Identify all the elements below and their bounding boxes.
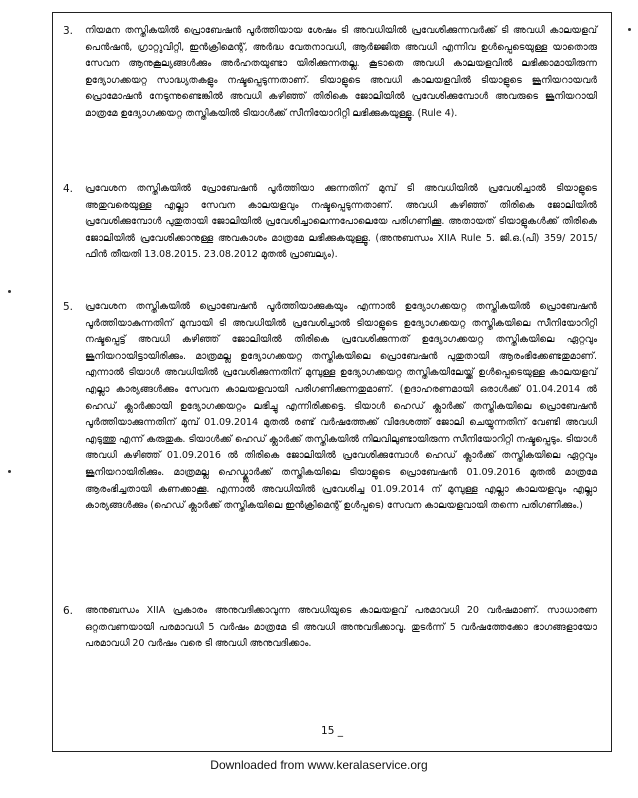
item-number: 5. — [63, 301, 74, 313]
item-number: 6. — [63, 605, 74, 617]
list-item — [63, 181, 597, 264]
item-text: പ്രവേശന തസ്തികയിൽ പ്രോബേഷൻ പൂർത്തിയാ ക്കുന്നതിന് മുമ്പ് ടി അവധിയിൽ പ്രവേശിച്ചാൽ ടിയാളുടെ അതുവരെയുള്ള എല്ലാ സേവന കാലയളവും നഷ്ടപ്പെടുന്നതാണ്. അവധി കഴിഞ്ഞ് തിരികെ ജോലിയിൽ പ്രവേശിക്കുമ്പോൾ പുതുതായി ജോലിയിൽ പ്രവേശിച്ചാലെന്നപോലെയേ പരിഗണിക്കൂ. അതായത് ടിയാളുകൾക്ക് തിരികെ ജോലിയിൽ പ്രവേശിക്കാനുള്ള അവകാശം മാത്രമേ ലഭിക്കുകയുള്ളൂ. (അനുബന്ധം XIIA Rule 5. ജി.ഒ.(പി) 359/ 2015/ഫിൻ തീയതി 13.08.2015. 23.08.2012 മുതൽ പ്രാബല്യം). — [85, 183, 597, 261]
list-item — [63, 299, 597, 515]
footer-download-note: Downloaded from www.keralaservice.org — [210, 758, 428, 772]
scan-mark — [8, 290, 11, 293]
list-item — [63, 603, 597, 653]
scan-mark — [8, 470, 11, 473]
item-number: 3. — [63, 25, 74, 37]
item-text: നിയമന തസ്തികയിൽ പ്രൊബേഷൻ പൂർത്തിയായ ശേഷം ടി അവധിയിൽ പ്രവേശിക്കുന്നവർക്ക് ടി അവധി കാലയളവ് പെൻഷൻ, ഗ്രാറ്റുവിറ്റി, ഇൻക്രിമെന്റ്, അർദ്ധ വേതനാവധി, ആർജ്ജിത അവധി എന്നിവ ഉൾപ്പെടെയുള്ള യാതൊരു സേവന ആനുകൂല്യങ്ങൾക്കും അർഹതയുണ്ടാ യിരിക്കുന്നതല്ല. കൂടാതെ അവധി കാലയളവിൽ ലഭിക്കാമായിരുന്ന ഉദ്യോഗക്കയറ്റ സാദ്ധ്യതകളും നഷ്ടപ്പെടുന്നതാണ്. ടിയാളുടെ അവധി കാലയളവിൽ ടിയാളുടെ ജൂനിയറായവർ പ്രൊമോഷൻ നേടുന്നുണ്ടെങ്കിൽ അവധി കഴിഞ്ഞ് തിരികെ ജോലിയിൽ പ്രവേശിക്കുമ്പോൾ അവരുടെ ജൂനിയറായി മാത്രമേ ഉദ്യോഗക്കയറ്റ തസ്തികയിൽ ടിയാൾക്ക് സീനിയോറിറ്റി ലഭിക്കുകയുള്ളൂ. (Rule 4). — [85, 25, 597, 119]
list-item — [63, 23, 597, 123]
page-border — [52, 12, 612, 752]
item-number: 4. — [63, 183, 74, 195]
item-text: അനുബന്ധം XIIA പ്രകാരം അനുവദിക്കാവുന്ന അവധിയുടെ കാലയളവ് പരമാവധി 20 വർഷമാണ്. സാധാരണ ഒറ്റതവണയായി പരമാവധി 5 വർഷം മാത്രമേ ടി അവധി അനുവദിക്കാവൂ. തുടർന്ന് 5 വർഷത്തേക്കോ ഭാഗങ്ങളായോ പരമാവധി 20 വർഷം വരെ ടി അവധി അനുവദിക്കാം. — [85, 605, 597, 650]
scan-mark — [628, 28, 631, 31]
page-number: 15 _ — [321, 725, 343, 737]
item-text: പ്രവേശന തസ്തികയിൽ പ്രൊബേഷൻ പൂർത്തിയാക്കുകയും എന്നാൽ ഉദ്യോഗക്കയറ്റ തസ്തികയിൽ പ്രൊബേഷൻ പൂർത്തിയാകുന്നതിന് മുമ്പായി ടി അവധിയിൽ പ്രവേശിച്ചാൽ ടിയാളുടെ ഉദ്യോഗക്കയറ്റ തസ്തികയിലെ സീനിയോറിറ്റി നഷ്ടപ്പെട്ട് അവധി കഴിഞ്ഞ് ജോലിയിൽ തിരികെ പ്രവേശിക്കുന്നത് ഉദ്യോഗക്കയറ്റ തസ്തികയിലെ ഏറ്റവും ജൂനിയറായിട്ടായിരിക്കും. മാത്രമല്ല ഉദ്യോഗക്കയറ്റ തസ്തികയിലെ പ്രൊബേഷൻ പുതുതായി ആരംഭിക്കേണ്ടതുമാണ്. എന്നാൽ ടിയാൾ അവധിയിൽ പ്രവേശിക്കുന്നതിന് മുമ്പുള്ള ഉദ്യോഗക്കയറ്റ തസ്തികയിലേയ്ക്ക് ഉൾപ്പെടെയുള്ള കാലയളവ് എല്ലാ കാര്യങ്ങൾക്കും സേവന കാലയളവായി പരിഗണിക്കുന്നതുമാണ്. (ഉദാഹരണമായി ഒരാൾക്ക് 01.04.2014 ൽ ഹെഡ് ക്ലാർക്കായി ഉദ്യോഗക്കയറ്റം ലഭിച്ചു എന്നിരിക്കട്ടെ. ടിയാൾ ഹെഡ് ക്ലാർക്ക് തസ്തികയിലെ പ്രൊബേഷൻ പൂർത്തിയാക്കുന്നതിന് മുമ്പ് 01.09.2014 മുതൽ രണ്ട് വർഷത്തേക്ക് വിദേശത്ത് ജോലി ചെയ്യുന്നതിന് വേണ്ടി അവധി എടുത്തു എന്ന് കരുതുക. ടിയാൾക്ക് ഹെഡ് ക്ലാർക്ക് തസ്തികയിൽ നിലവിലുണ്ടായിരുന്ന സീനിയോറിറ്റി നഷ്ടപ്പെടും. ടിയാൾ അവധി കഴിഞ്ഞ് 01.09.2016 ൽ തിരികെ ജോലിയിൽ പ്രവേശിക്കുമ്പോൾ ഹെഡ് ക്ലാർക്ക് തസ്തികയിലെ ഏറ്റവും ജൂനിയറായിരിക്കും. മാത്രമല്ല ഹെഡ്ക്ലാർക്ക് തസ്തികയിലെ ടിയാളുടെ പ്രൊബേഷൻ 01.09.2016 മുതൽ മാത്രമേ ആരംഭിച്ചതായി കണക്കാക്കൂ. എന്നാൽ അവധിയിൽ പ്രവേശിച്ച 01.09.2014 ന് മുമ്പുള്ള എല്ലാ കാലയളവും എല്ലാ കാര്യങ്ങൾക്കും (ഹെഡ് ക്ലാർക്ക് തസ്തികയിലെ ഇൻക്രിമെന്റ് ഉൾപ്പടെ) സേവന കാലയളവായി തന്നെ പരിഗണിക്കും.) — [85, 301, 597, 512]
